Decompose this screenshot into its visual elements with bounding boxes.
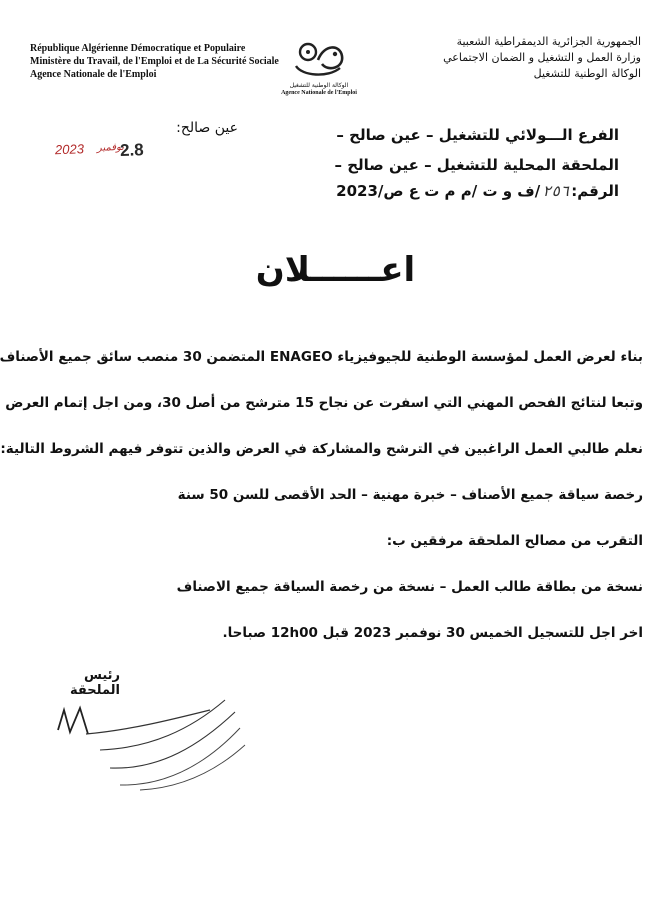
branch-block (259, 120, 619, 180)
announcement-body (0, 345, 643, 667)
branch-wilaya: الفرع الـــولائي للتشغيل – عين صالح – (336, 126, 619, 144)
header-ar-ministry: وزارة العمل و التشغيل و الضمان الاجتماعي (443, 51, 641, 64)
body-paragraph-7: اخر اجل للتسجيل الخميس 30 نوفمبر 2023 قبل 12h00 صباحا. (222, 625, 643, 641)
stamp-day: 2.8 (119, 140, 145, 160)
body-paragraph-4: رخصة سياقة جميع الأصناف – خبرة مهنية – الحد الأقصى للسن 50 سنة (177, 487, 643, 503)
reference-handwritten-number: ٢٥٦ (542, 182, 570, 200)
signature-title: رئيس الملحقة (70, 668, 120, 698)
reference-number (219, 182, 619, 200)
logo-agency-fr: Agence Nationale de l'Emploi (281, 90, 357, 96)
header-ar-republic: الجمهورية الجزائرية الديمقراطية الشعبية (456, 35, 641, 48)
body-paragraph-3: نعلم طالبي العمل الراغبين في الترشح والمشاركة في العرض والذين تتوفر فيهم الشروط التالية: (0, 441, 643, 457)
body-paragraph-1: بناء لعرض العمل لمؤسسة الوطنية للجيوفيزياء ENAGEO المتضمن 30 منصب سائق جميع الأصناف (0, 349, 643, 365)
handwritten-signature-icon (40, 690, 250, 800)
header-fr-ministry: Ministère du Travail, de l'Emploi et de La Sécurité Sociale (30, 56, 279, 67)
branch-local-annex: الملحقة المحلية للتشغيل – عين صالح – (334, 156, 619, 174)
place-label: عين صالح: (176, 120, 238, 136)
agency-logo (277, 38, 361, 104)
header-fr-republic: République Algérienne Démocratique et Populaire (30, 43, 246, 54)
reference-label: الرقم: (571, 182, 619, 200)
header-arabic (371, 34, 641, 82)
document-title: اعــــــلان (255, 250, 416, 290)
body-paragraph-6: نسخة من بطاقة طالب العمل – نسخة من رخصة السياقة جميع الاصناف (176, 579, 643, 595)
header-fr-agency: Agence Nationale de l'Emploi (30, 69, 157, 80)
header-ar-agency: الوكالة الوطنية للتشغيل (533, 67, 641, 80)
reference-suffix: /ف و ت /م م ت ع ص/2023 (336, 182, 541, 200)
header-french (30, 42, 280, 81)
body-paragraph-5: التقرب من مصالح الملحقة مرفقين ب: (386, 533, 643, 549)
anem-logo-icon (288, 38, 350, 82)
logo-agency-ar: الوكالة الوطنية للتشغيل (289, 82, 349, 89)
stamp-month: نوفمبر (96, 141, 125, 154)
body-paragraph-2: وتبعا لنتائج الفحص المهني التي اسفرت عن نجاح 15 مترشح من أصل 30، ومن اجل إتمام العرض (5, 395, 643, 411)
stamp-year: 2023 (54, 141, 85, 158)
date-stamp (55, 136, 186, 163)
